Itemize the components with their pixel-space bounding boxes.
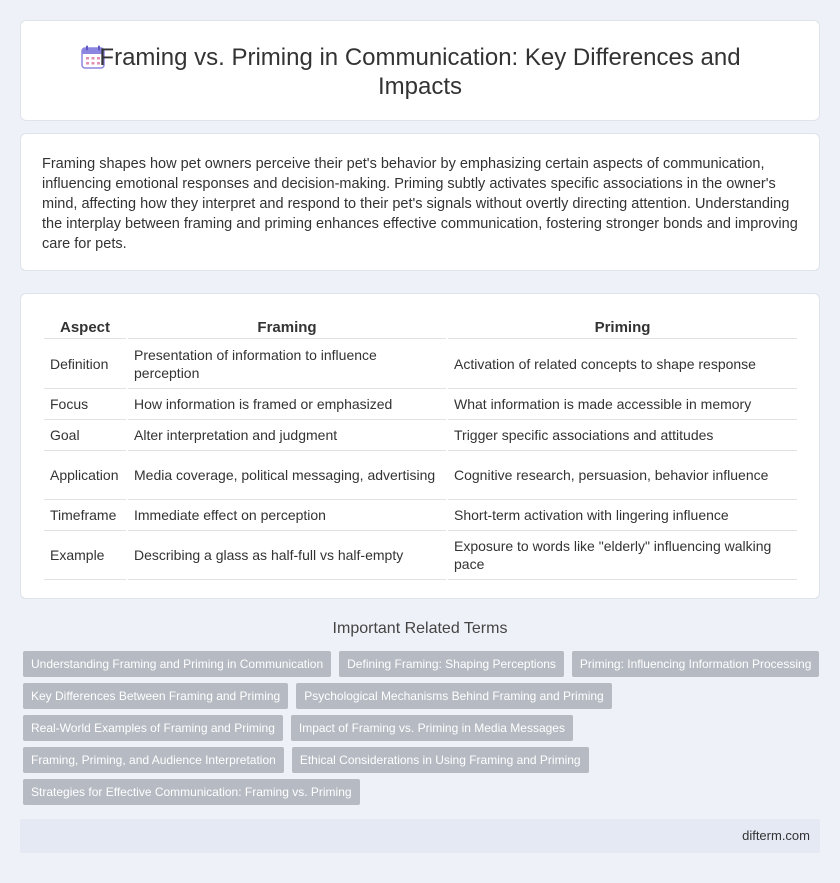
header-priming: Priming bbox=[448, 314, 797, 339]
table-row bbox=[44, 451, 797, 500]
cell-priming: Activation of related concepts to shape response bbox=[448, 339, 797, 389]
cell-aspect: Example bbox=[44, 531, 126, 580]
related-terms-list bbox=[23, 651, 823, 811]
related-term-tag[interactable]: Defining Framing: Shaping Perceptions bbox=[339, 651, 564, 677]
related-terms-heading: Important Related Terms bbox=[332, 620, 508, 637]
related-term-tag[interactable]: Ethical Considerations in Using Framing and Priming bbox=[292, 747, 589, 773]
intro-card bbox=[20, 133, 820, 271]
comparison-table bbox=[42, 314, 799, 580]
cell-aspect: Timeframe bbox=[44, 500, 126, 531]
table-row bbox=[44, 420, 797, 451]
footer bbox=[20, 819, 820, 853]
cell-priming: What information is made accessible in memory bbox=[448, 389, 797, 420]
related-term-tag[interactable]: Real-World Examples of Framing and Priming bbox=[23, 715, 283, 741]
cell-aspect: Definition bbox=[44, 339, 126, 389]
cell-framing: Media coverage, political messaging, advertising bbox=[128, 451, 446, 500]
cell-priming: Short-term activation with lingering influence bbox=[448, 500, 797, 531]
cell-priming: Exposure to words like "elderly" influencing walking pace bbox=[448, 531, 797, 580]
table-header-row bbox=[44, 314, 797, 339]
comparison-card bbox=[20, 293, 820, 599]
cell-priming: Trigger specific associations and attitudes bbox=[448, 420, 797, 451]
table-row bbox=[44, 531, 797, 580]
intro-paragraph: Framing shapes how pet owners perceive their pet's behavior by emphasizing certain aspects of communication, influencing emotional responses and decision-making. Priming subtly activates specific associations in the owner's mind, affecting how they interpret and respond to their pet's signals without overtly directing attention. Understanding the interplay between framing and priming enhances effective communication, fostering stronger bonds and improving care for pets. bbox=[42, 156, 798, 252]
cell-framing: Presentation of information to influence perception bbox=[128, 339, 446, 389]
footer-site-link[interactable]: difterm.com bbox=[742, 828, 810, 843]
related-term-tag[interactable]: Key Differences Between Framing and Priming bbox=[23, 683, 288, 709]
related-term-tag[interactable]: Impact of Framing vs. Priming in Media Messages bbox=[291, 715, 573, 741]
related-term-tag[interactable]: Framing, Priming, and Audience Interpretation bbox=[23, 747, 284, 773]
cell-aspect: Focus bbox=[44, 389, 126, 420]
header-framing: Framing bbox=[128, 314, 446, 339]
cell-framing: Alter interpretation and judgment bbox=[128, 420, 446, 451]
related-term-tag[interactable]: Psychological Mechanisms Behind Framing and Priming bbox=[296, 683, 611, 709]
related-term-tag[interactable]: Priming: Influencing Information Processing bbox=[572, 651, 819, 677]
cell-aspect: Goal bbox=[44, 420, 126, 451]
table-row bbox=[44, 500, 797, 531]
header-aspect: Aspect bbox=[44, 314, 126, 339]
related-term-tag[interactable]: Understanding Framing and Priming in Communication bbox=[23, 651, 331, 677]
page-title: Framing vs. Priming in Communication: Key Differences and Impacts bbox=[99, 44, 741, 100]
related-term-tag[interactable]: Strategies for Effective Communication: Framing vs. Priming bbox=[23, 779, 360, 805]
table-row bbox=[44, 339, 797, 389]
cell-aspect: Application bbox=[44, 451, 126, 500]
title-card bbox=[20, 20, 820, 121]
cell-framing: Describing a glass as half-full vs half-empty bbox=[128, 531, 446, 580]
table-row bbox=[44, 389, 797, 420]
cell-priming: Cognitive research, persuasion, behavior influence bbox=[448, 451, 797, 500]
cell-framing: Immediate effect on perception bbox=[128, 500, 446, 531]
cell-framing: How information is framed or emphasized bbox=[128, 389, 446, 420]
